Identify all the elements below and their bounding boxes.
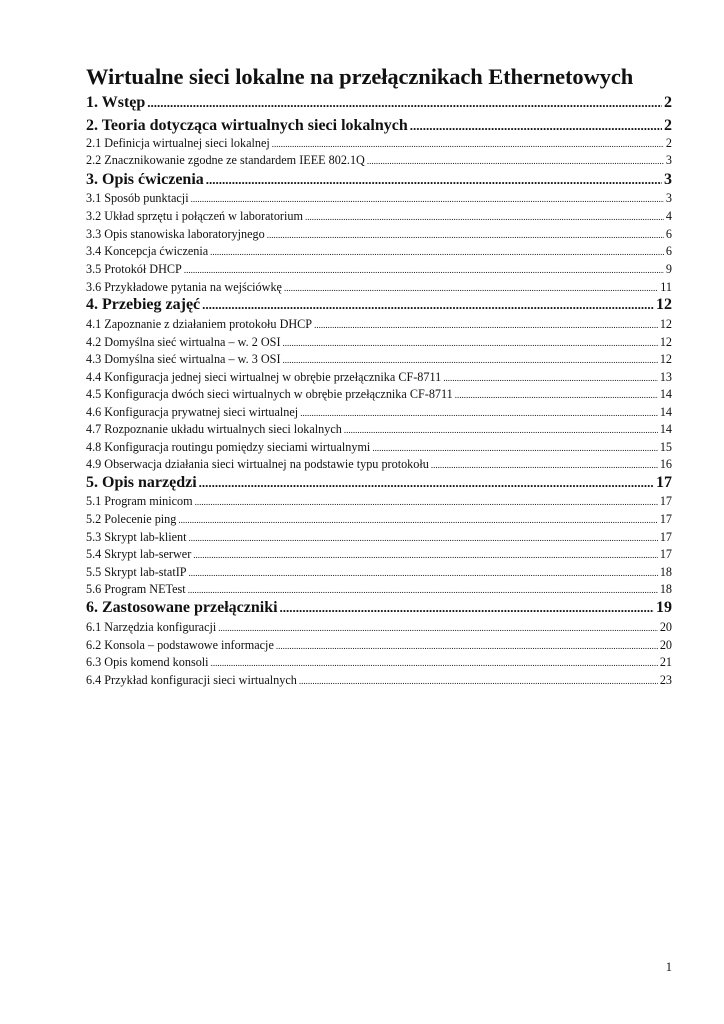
toc-dot-leader bbox=[193, 547, 658, 562]
toc-dot-leader bbox=[300, 405, 658, 420]
toc-entry-page-number: 15 bbox=[659, 440, 672, 454]
toc-dot-leader bbox=[206, 171, 662, 189]
toc-entry-label: 4.5 Konfiguracja dwóch sieci wirtualnych w obrębie przełącznika CF-8711 bbox=[86, 387, 453, 401]
toc-entry-page-number: 17 bbox=[659, 512, 672, 526]
toc-entry-page-number: 6 bbox=[665, 227, 672, 241]
toc-entry-page-number: 4 bbox=[665, 209, 672, 223]
toc-entry-label: 4.2 Domyślna sieć wirtualna – w. 2 OSI bbox=[86, 335, 281, 349]
toc-entry-label: 3. Opis ćwiczenia bbox=[86, 171, 204, 188]
toc-dot-leader bbox=[344, 422, 658, 437]
toc-entry-label: 5. Opis narzędzi bbox=[86, 474, 197, 491]
toc-entry-label: 3.2 Układ sprzętu i połączeń w laboratorium bbox=[86, 209, 303, 223]
toc-entry-page-number: 3 bbox=[665, 191, 672, 205]
toc-entry-page-number: 11 bbox=[660, 280, 672, 294]
document-title: Wirtualne sieci lokalne na przełącznikach Ethernetowych bbox=[86, 64, 634, 89]
toc-subsection-entry[interactable] bbox=[86, 494, 672, 510]
toc-entry-page-number: 3 bbox=[665, 153, 672, 167]
toc-dot-leader bbox=[455, 387, 658, 402]
toc-entry-page-number: 16 bbox=[659, 457, 672, 471]
toc-entry-page-number: 14 bbox=[659, 405, 672, 419]
toc-dot-leader bbox=[314, 317, 658, 332]
toc-entry-label: 4.6 Konfiguracja prywatnej sieci wirtualnej bbox=[86, 405, 299, 419]
toc-dot-leader bbox=[210, 244, 664, 259]
toc-dot-leader bbox=[299, 673, 658, 688]
toc-entry-page-number: 12 bbox=[659, 317, 672, 331]
toc-subsection-entry[interactable] bbox=[86, 262, 672, 278]
toc-entry-page-number: 12 bbox=[659, 335, 672, 349]
toc-entry-label: 1. Wstęp bbox=[86, 94, 146, 111]
toc-subsection-entry[interactable] bbox=[86, 582, 672, 598]
toc-subsection-entry[interactable] bbox=[86, 422, 672, 438]
toc-dot-leader bbox=[305, 209, 664, 224]
toc-dot-leader bbox=[272, 136, 664, 151]
toc-subsection-entry[interactable] bbox=[86, 209, 672, 225]
toc-entry-page-number: 21 bbox=[659, 655, 672, 669]
toc-entry-label: 5.6 Program NETest bbox=[86, 582, 186, 596]
toc-entry-label: 5.2 Polecenie ping bbox=[86, 512, 177, 526]
page-number: 1 bbox=[665, 960, 672, 974]
toc-entry-page-number: 14 bbox=[659, 387, 672, 401]
toc-entry-label: 5.1 Program minicom bbox=[86, 494, 193, 508]
toc-entry-page-number: 6 bbox=[665, 244, 672, 258]
toc-entry-page-number: 14 bbox=[659, 422, 672, 436]
toc-dot-leader bbox=[284, 280, 658, 295]
toc-dot-leader bbox=[189, 530, 658, 545]
toc-entry-page-number: 13 bbox=[659, 370, 672, 384]
toc-entry-page-number: 2 bbox=[664, 94, 672, 111]
toc-entry-page-number: 18 bbox=[659, 565, 672, 579]
toc-entry-page-number: 12 bbox=[659, 352, 672, 366]
toc-entry-label: 3.3 Opis stanowiska laboratoryjnego bbox=[86, 227, 265, 241]
toc-entry-label: 5.4 Skrypt lab-serwer bbox=[86, 547, 192, 561]
toc-entry-label: 6.4 Przykład konfiguracji sieci wirtualnych bbox=[86, 673, 297, 687]
toc-subsection-entry[interactable] bbox=[86, 370, 672, 386]
toc-dot-leader bbox=[191, 191, 664, 206]
toc-entry-label: 6.2 Konsola – podstawowe informacje bbox=[86, 638, 274, 652]
toc-entry-page-number: 18 bbox=[659, 582, 672, 596]
toc-entry-page-number: 12 bbox=[656, 296, 672, 313]
toc-entry-page-number: 23 bbox=[659, 673, 672, 687]
toc-dot-leader bbox=[367, 153, 664, 168]
toc-entry-label: 2.1 Definicja wirtualnej sieci lokalnej bbox=[86, 136, 270, 150]
toc-section-entry[interactable] bbox=[86, 474, 672, 494]
toc-dot-leader bbox=[178, 512, 657, 527]
toc-section-entry[interactable] bbox=[86, 171, 672, 191]
toc-entry-label: 4.4 Konfiguracja jednej sieci wirtualnej w obrębie przełącznika CF-8711 bbox=[86, 370, 442, 384]
toc-entry-label: 3.6 Przykładowe pytania na wejściówkę bbox=[86, 280, 282, 294]
toc-entry-page-number: 20 bbox=[659, 638, 672, 652]
toc-entry-label: 3.4 Koncepcja ćwiczenia bbox=[86, 244, 209, 258]
toc-entry-page-number: 2 bbox=[665, 136, 672, 150]
toc-dot-leader bbox=[202, 296, 654, 314]
toc-subsection-entry[interactable] bbox=[86, 512, 672, 528]
toc-subsection-entry[interactable] bbox=[86, 244, 672, 260]
toc-section-entry[interactable] bbox=[86, 296, 672, 316]
toc-entry-label: 4.9 Obserwacja działania sieci wirtualnej na podstawie typu protokołu bbox=[86, 457, 429, 471]
toc-entry-page-number: 2 bbox=[664, 117, 672, 134]
toc-section-entry[interactable] bbox=[86, 599, 672, 619]
toc-entry-label: 2. Teoria dotycząca wirtualnych sieci lokalnych bbox=[86, 117, 408, 134]
toc-entry-page-number: 17 bbox=[656, 474, 672, 491]
toc-subsection-entry[interactable] bbox=[86, 191, 672, 207]
toc-entry-label: 4.3 Domyślna sieć wirtualna – w. 3 OSI bbox=[86, 352, 281, 366]
toc-dot-leader bbox=[283, 335, 658, 350]
toc-subsection-entry[interactable] bbox=[86, 457, 672, 473]
toc-subsection-entry[interactable] bbox=[86, 565, 672, 581]
toc-section-entry[interactable] bbox=[86, 117, 672, 137]
toc-dot-leader bbox=[372, 440, 658, 455]
toc-entry-page-number: 17 bbox=[659, 530, 672, 544]
toc-subsection-entry[interactable] bbox=[86, 387, 672, 403]
toc-subsection-entry[interactable] bbox=[86, 136, 672, 152]
toc-entry-label: 6.3 Opis komend konsoli bbox=[86, 655, 209, 669]
toc-entry-label: 3.1 Sposób punktacji bbox=[86, 191, 189, 205]
toc-dot-leader bbox=[218, 620, 658, 635]
toc-dot-leader bbox=[443, 370, 658, 385]
toc-subsection-entry[interactable] bbox=[86, 673, 672, 689]
toc-dot-leader bbox=[276, 638, 658, 653]
toc-dot-leader bbox=[431, 457, 658, 472]
toc-dot-leader bbox=[184, 262, 664, 277]
toc-subsection-entry[interactable] bbox=[86, 405, 672, 421]
toc-subsection-entry[interactable] bbox=[86, 655, 672, 671]
toc-dot-leader bbox=[211, 655, 658, 670]
toc-section-entry[interactable] bbox=[86, 94, 672, 114]
toc-dot-leader bbox=[280, 599, 654, 617]
toc-subsection-entry[interactable] bbox=[86, 530, 672, 546]
toc-subsection-entry[interactable] bbox=[86, 638, 672, 654]
toc-dot-leader bbox=[188, 582, 658, 597]
toc-dot-leader bbox=[189, 565, 658, 580]
toc-subsection-entry[interactable] bbox=[86, 547, 672, 563]
toc-dot-leader bbox=[283, 352, 658, 367]
toc-entry-label: 2.2 Znacznikowanie zgodne ze standardem IEEE 802.1Q bbox=[86, 153, 365, 167]
toc-entry-label: 4.8 Konfiguracja routingu pomiędzy sieciami wirtualnymi bbox=[86, 440, 371, 454]
toc-entry-page-number: 3 bbox=[664, 171, 672, 188]
toc-entry-label: 5.5 Skrypt lab-statIP bbox=[86, 565, 187, 579]
toc-entry-label: 6. Zastosowane przełączniki bbox=[86, 599, 278, 616]
toc-entry-page-number: 9 bbox=[665, 262, 672, 276]
toc-subsection-entry[interactable] bbox=[86, 620, 672, 636]
toc-dot-leader bbox=[199, 474, 654, 492]
toc-entry-page-number: 19 bbox=[656, 599, 672, 616]
toc-entry-label: 6.1 Narzędzia konfiguracji bbox=[86, 620, 217, 634]
toc-subsection-entry[interactable] bbox=[86, 352, 672, 368]
toc-entry-page-number: 20 bbox=[659, 620, 672, 634]
toc-subsection-entry[interactable] bbox=[86, 227, 672, 243]
toc-subsection-entry[interactable] bbox=[86, 317, 672, 333]
toc-dot-leader bbox=[410, 117, 662, 135]
toc-entry-label: 5.3 Skrypt lab-klient bbox=[86, 530, 187, 544]
toc-entry-label: 4. Przebieg zajęć bbox=[86, 296, 201, 313]
toc-entry-page-number: 17 bbox=[659, 547, 672, 561]
toc-dot-leader bbox=[195, 494, 658, 509]
toc-subsection-entry[interactable] bbox=[86, 280, 672, 296]
toc-subsection-entry[interactable] bbox=[86, 440, 672, 456]
toc-dot-leader bbox=[267, 227, 664, 242]
toc-dot-leader bbox=[147, 94, 662, 112]
toc-entry-label: 4.1 Zapoznanie z działaniem protokołu DHCP bbox=[86, 317, 313, 331]
toc-entry-page-number: 17 bbox=[659, 494, 672, 508]
toc-entry-label: 3.5 Protokół DHCP bbox=[86, 262, 182, 276]
toc-entry-label: 4.7 Rozpoznanie układu wirtualnych sieci lokalnych bbox=[86, 422, 342, 436]
toc-subsection-entry[interactable] bbox=[86, 335, 672, 351]
toc-subsection-entry[interactable] bbox=[86, 153, 672, 169]
